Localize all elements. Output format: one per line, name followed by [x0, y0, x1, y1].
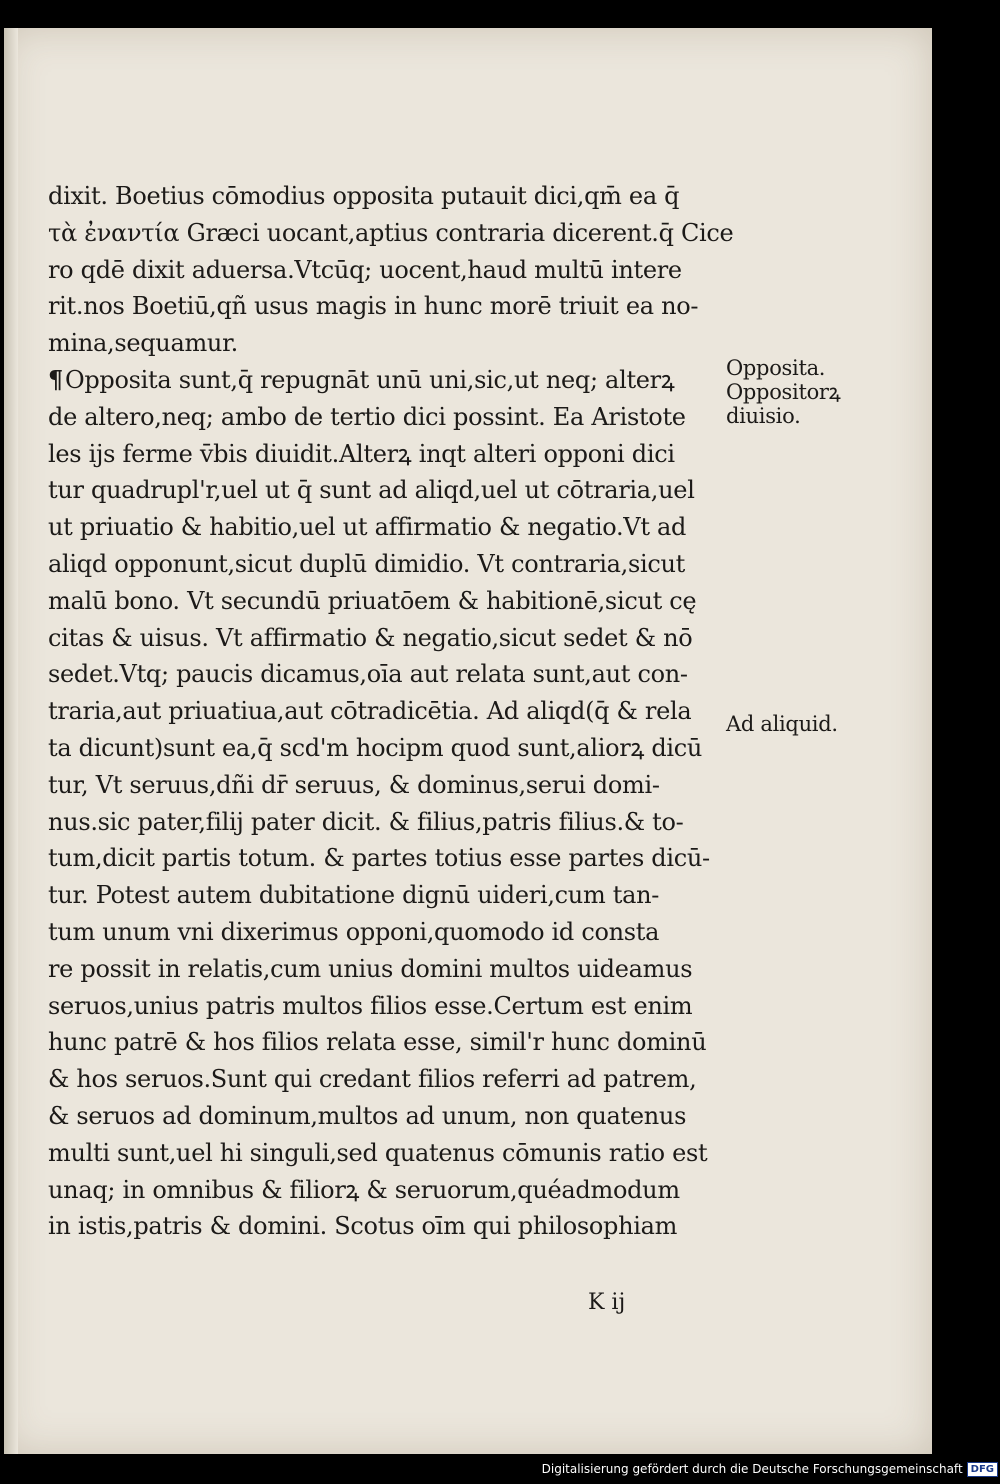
- footer-text: Digitalisierung gefördert durch die Deutsche Forschungsgemeinschaft: [541, 1462, 963, 1476]
- text-line: citas & uisus. Vt affirmatio & negatio,sicut sedet & nō: [48, 623, 693, 652]
- text-line: tur, Vt seruus,dñi dr̄ seruus, & dominus,serui domi-: [48, 770, 660, 799]
- margin-note-ad-aliquid: Ad aliquid.: [726, 712, 838, 736]
- text-line: & hos seruos.Sunt qui credant filios referri ad patrem,: [48, 1065, 697, 1094]
- margin-note-opposita: Opposita.: [726, 356, 826, 380]
- pilcrow-mark: ¶: [48, 364, 63, 394]
- text-line: tur. Potest autem dubitatione dignū uideri,cum tan-: [48, 881, 660, 910]
- text-line: multi sunt,uel hi singuli,sed quatenus cōmunis ratio est: [48, 1138, 708, 1167]
- text-line: tum unum vni dixerimus opponi,quomodo id consta: [48, 917, 660, 946]
- page-spine-shadow: [4, 28, 18, 1454]
- text-line: & seruos ad dominum,multos ad unum, non quatenus: [48, 1101, 687, 1130]
- dfg-logo-icon: DFG: [967, 1462, 998, 1477]
- footer-credit: [542, 1456, 998, 1482]
- text-line: aliqd opponunt,sicut duplū dimidio. Vt contraria,sicut: [48, 549, 685, 578]
- main-text-block: [48, 178, 734, 1245]
- text-line-content: Opposita sunt,q̄ repugnāt unū uni,sic,ut neq; alterꝝ: [64, 365, 675, 394]
- text-line: sedet.Vtq; paucis dicamus,oīa aut relata sunt,aut con-: [48, 660, 688, 689]
- text-line: tur quadrupl'r,uel ut q̄ sunt ad aliqd,uel ut cōtraria,uel: [48, 476, 695, 505]
- text-line: in istis,patris & domini. Scotus oīm qui philosophiam: [48, 1212, 678, 1241]
- margin-note-diuisio: diuisio.: [726, 404, 801, 428]
- text-line: de altero,neq; ambo de tertio dici possint. Ea Aristote: [48, 402, 686, 431]
- text-line: tum,dicit partis totum. & partes totius esse partes dicū-: [48, 844, 710, 873]
- text-line: re possit in relatis,cum unius domini multos uideamus: [48, 954, 693, 983]
- text-line: traria,aut priuatiua,aut cōtradicētia. Ad aliqd(q̄ & rela: [48, 697, 692, 726]
- signature-mark: K ij: [588, 1290, 626, 1315]
- text-line: ut priuatio & habitio,uel ut affirmatio & negatio.Vt ad: [48, 513, 687, 542]
- text-line-paragraph-start: [48, 362, 720, 399]
- text-line: nus.sic pater,filij pater dicit. & filius,patris filius.& to-: [48, 807, 684, 836]
- text-line: τὰ ἐναντία Græci uocant,aptius contraria dicerent.q̄ Cice: [48, 218, 734, 247]
- text-line: unaq; in omnibus & filiorꝝ & seruorum,quéadmodum: [48, 1175, 680, 1204]
- text-line: dixit. Boetius cōmodius opposita putauit dici,qm̄ ea q̄: [48, 182, 680, 210]
- text-line: ro qdē dixit aduersa.Vtcūq; uocent,haud multū intere: [48, 255, 682, 284]
- text-line: hunc patrē & hos filios relata esse, simil'r hunc dominū: [48, 1028, 707, 1057]
- text-line: malū bono. Vt secundū priuatōem & habitionē,sicut cę: [48, 586, 697, 615]
- text-line: rit.nos Boetiū,qñ usus magis in hunc morē triuit ea no-: [48, 292, 699, 321]
- text-line: ta dicunt)sunt ea,q̄ scd'm hocipm quod sunt,aliorꝝ dicū: [48, 733, 703, 762]
- text-line: seruos,unius patris multos filios esse.Certum est enim: [48, 991, 693, 1020]
- margin-note-oppositorum: Oppositorꝝ: [726, 380, 841, 404]
- text-line: mina,sequamur.: [48, 329, 238, 358]
- text-line: les ijs ferme v̄bis diuidit.Alterꝝ inqt alteri opponi dici: [48, 439, 675, 468]
- book-page: [4, 28, 932, 1454]
